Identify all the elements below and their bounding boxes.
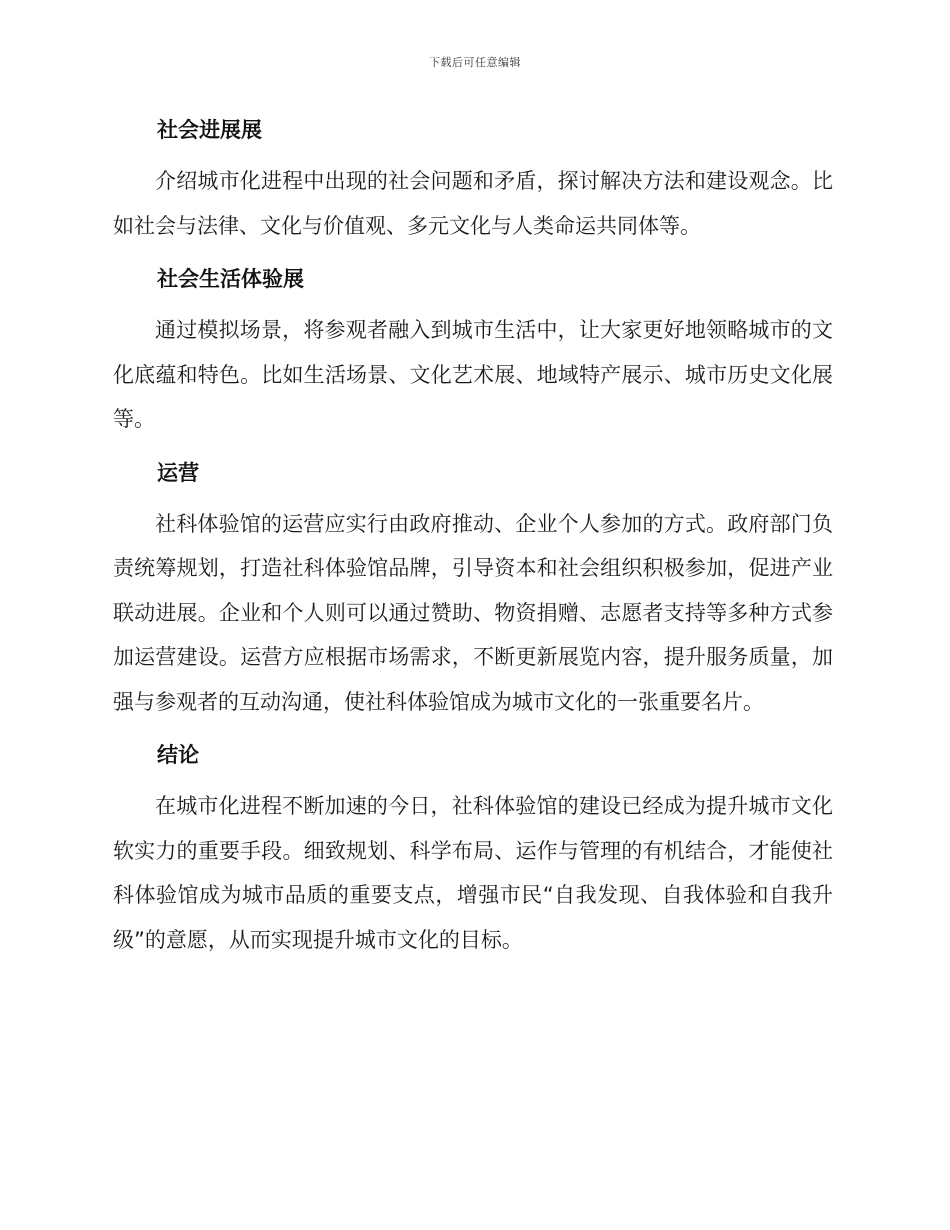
section-heading: 社会生活体验展: [157, 267, 304, 291]
section-paragraph: 介绍城市化进程中出现的社会问题和矛盾，探讨解决方法和建设观念。比如社会与法律、文化与价值观、多元文化与人类命运共同体等。: [113, 169, 833, 238]
section-paragraph: 通过模拟场景，将参观者融入到城市生活中，让大家更好地领略城市的文化底蕴和特色。比如生活场景、文化艺术展、地域特产展示、城市历史文化展等。: [113, 318, 833, 431]
section-social-progress: [113, 107, 833, 256]
document-body: [113, 107, 833, 962]
section-operation: [113, 450, 833, 733]
section-paragraph: 在城市化进程不断加速的今日，社科体验馆的建设已经成为提升城市文化软实力的重要手段。细致规划、科学布局、运作与管理的有机结合，才能使社科体验馆成为城市品质的重要支点，增强市民“自我发现、自我体验和自我升级”的意愿，从而实现提升城市文化的目标。: [113, 794, 833, 952]
header-note: 下载后可任意编辑: [429, 56, 521, 69]
section-social-life-experience: [113, 256, 833, 450]
section-conclusion: [113, 732, 833, 962]
section-heading: 运营: [157, 460, 199, 485]
section-paragraph: 社科体验馆的运营应实行由政府推动、企业个人参加的方式。政府部门负责统筹规划，打造社科体验馆品牌，引导资本和社会组织积极参加，促进产业联动进展。企业和个人则可以通过赞助、物资捐赠、志愿者支持等多种方式参加运营建设。运营方应根据市场需求，不断更新展览内容，提升服务质量，加强与参观者的互动沟通，使社科体验馆成为城市文化的一张重要名片。: [113, 511, 833, 714]
section-heading: 社会进展展: [157, 118, 262, 142]
section-heading: 结论: [157, 743, 199, 767]
